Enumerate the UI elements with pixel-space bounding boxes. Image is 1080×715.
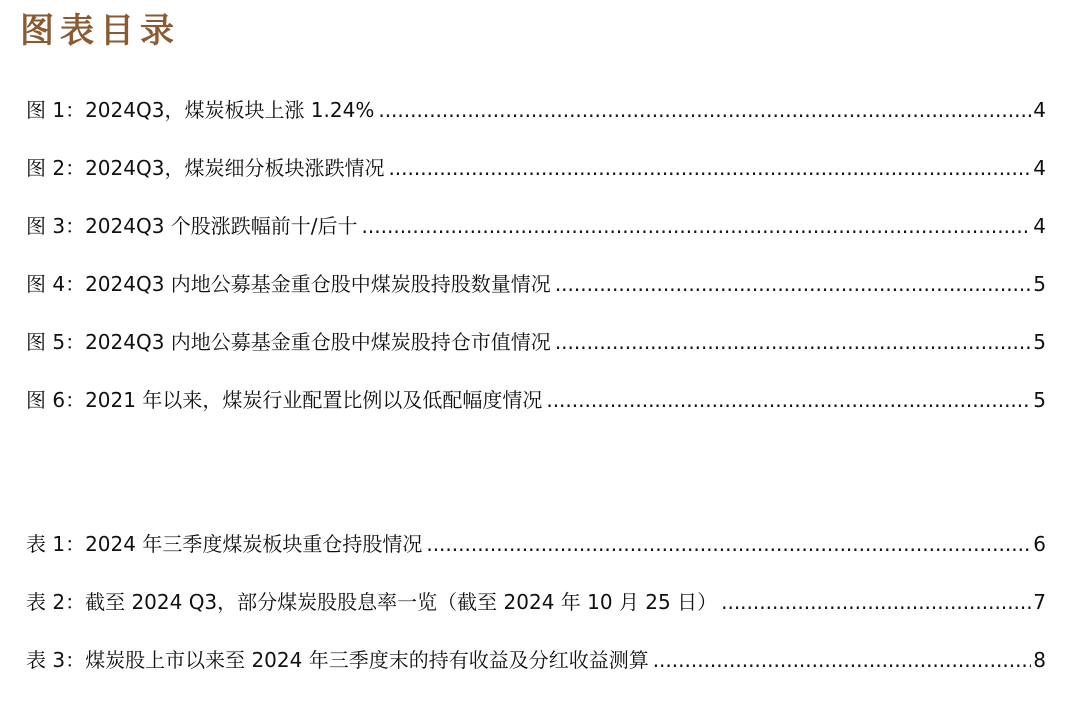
toc-title: 图表目录: [20, 11, 180, 51]
entry-label: 图 3：2024Q3 个股涨跌幅前十/后十: [26, 214, 358, 238]
entry-label: 图 2：2024Q3，煤炭细分板块涨跌情况: [26, 156, 385, 180]
figure-list: [26, 88, 1046, 436]
dot-leader: [426, 522, 1031, 566]
toc-entry-figure-1[interactable]: [26, 88, 1046, 146]
dot-leader: [555, 262, 1031, 306]
page-number: 6: [1033, 532, 1046, 556]
entry-label: 图 4：2024Q3 内地公募基金重仓股中煤炭股持股数量情况: [26, 272, 551, 296]
toc-entry-table-2[interactable]: [26, 580, 1046, 638]
toc-entry-figure-4[interactable]: [26, 262, 1046, 320]
toc-entry-figure-2[interactable]: [26, 146, 1046, 204]
page-number: 7: [1033, 590, 1046, 614]
toc-entry-figure-6[interactable]: [26, 378, 1046, 436]
entry-label: 表 3：煤炭股上市以来至 2024 年三季度末的持有收益及分红收益测算: [26, 648, 649, 672]
dot-leader: [653, 638, 1032, 682]
dot-leader: [388, 146, 1031, 190]
page-number: 5: [1033, 388, 1046, 412]
page-number: 5: [1033, 272, 1046, 296]
dot-leader: [378, 88, 1031, 132]
page-number: 4: [1033, 98, 1046, 122]
toc-entry-figure-3[interactable]: [26, 204, 1046, 262]
table-list: [26, 522, 1046, 696]
entry-label: 图 5：2024Q3 内地公募基金重仓股中煤炭股持仓市值情况: [26, 330, 551, 354]
dot-leader: [555, 320, 1031, 364]
entry-label: 图 6：2021 年以来，煤炭行业配置比例以及低配幅度情况: [26, 388, 543, 412]
entry-label: 图 1：2024Q3，煤炭板块上涨 1.24%: [26, 98, 375, 122]
page-number: 4: [1033, 214, 1046, 238]
entry-label: 表 1：2024 年三季度煤炭板块重仓持股情况: [26, 532, 423, 556]
dot-leader: [362, 204, 1032, 248]
toc-entry-table-1[interactable]: [26, 522, 1046, 580]
page-number: 4: [1033, 156, 1046, 180]
dot-leader: [546, 378, 1031, 422]
toc-entry-table-3[interactable]: [26, 638, 1046, 696]
dot-leader: [721, 580, 1031, 624]
entry-label: 表 2：截至 2024 Q3，部分煤炭股股息率一览（截至 2024 年 10 月 25 日）: [26, 590, 718, 614]
toc-entry-figure-5[interactable]: [26, 320, 1046, 378]
page-number: 5: [1033, 330, 1046, 354]
page-number: 8: [1033, 648, 1046, 672]
